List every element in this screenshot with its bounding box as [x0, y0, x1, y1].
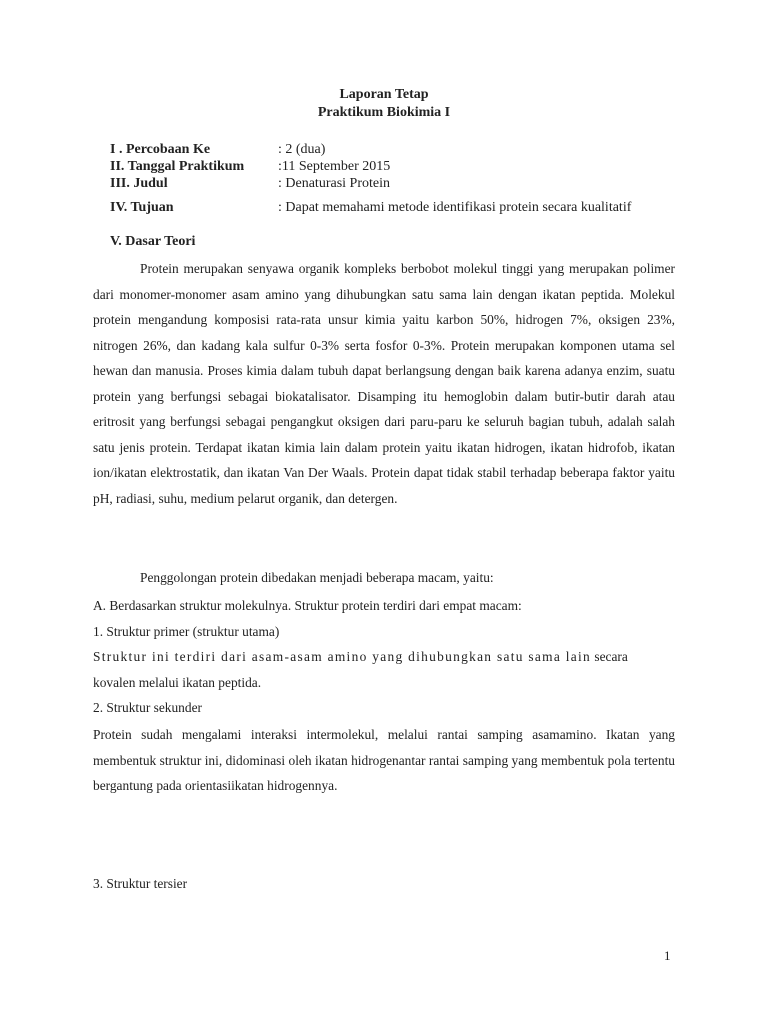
info-label-percobaan: I . Percobaan Ke: [110, 142, 211, 157]
report-subtitle: Praktikum Biokimia I: [317, 105, 451, 120]
paragraph-penggolongan: Penggolongan protein dibedakan menjadi beberapa macam, yaitu:: [140, 570, 494, 585]
paragraph-dasar-teori: Protein merupakan senyawa organik kompleks berbobot molekul tinggi yang merupakan polimer dari monomer-monomer asam amino yang dihubungkan satu sama lain dengan ikatan peptida. Molekul protein mengandung komposisi rata-rata unsur kimia yaitu karbon 50%, hidrogen 7%, oksigen 23%, nitrogen 26%, dan kadang kala sulfur 0-3% serta fosfor 0-3%. Protein merupakan komponen utama sel hewan dan manusia. Proses kimia dalam tubuh dapat berlangsung dengan baik karena adanya enzim, suatu protein yang berfungsi sebagai biokatalisator. Disamping itu hemoglobin dalam butir-butir darah atau eritrosit yang berfungsi sebagai pengangkut oksigen dari paru-paru ke seluruh bagian tubuh, adalah salah satu jenis protein. Terdapat ikatan kimia lain dalam protein yaitu ikatan hidrogen, ikatan hidrofob, ikatan ion/ikatan elektrostatik, dan ikatan Van Der Waals. Protein dapat tidak stabil terhadap beberapa faktor yaitu pH, radiasi, suhu, medium pelarut organik, dan detergen.: [93, 261, 675, 506]
item-1-text-line2: kovalen melalui ikatan peptida.: [93, 675, 262, 690]
info-label-judul: III. Judul: [110, 176, 168, 191]
info-label-tanggal: II. Tanggal Praktikum: [110, 159, 245, 174]
list-item-1: 1. Struktur primer (struktur utama): [93, 624, 280, 639]
list-item-a: A. Berdasarkan struktur molekulnya. Struktur protein terdiri dari empat macam:: [93, 598, 522, 613]
item-1-text-spaced: Struktur ini terdiri dari asam-asam amino yang dihubungkan satu sama lain: [93, 649, 592, 664]
info-value-tujuan: : Dapat memahami metode identifikasi protein secara kualitatif: [278, 200, 632, 215]
info-value-judul: : Denaturasi Protein: [278, 176, 390, 191]
list-item-3: 3. Struktur tersier: [93, 876, 188, 891]
info-label-tujuan: IV. Tujuan: [110, 200, 174, 215]
list-item-2: 2. Struktur sekunder: [93, 700, 202, 715]
info-value-tanggal: :11 September 2015: [278, 159, 391, 174]
item-1-text-line1: [93, 649, 628, 665]
item-1-text-tail: secara: [594, 649, 628, 664]
section-heading-dasar-teori: V. Dasar Teori: [110, 234, 196, 249]
info-value-percobaan: : 2 (dua): [278, 142, 326, 157]
page-number: 1: [664, 948, 671, 963]
report-title: Laporan Tetap: [339, 87, 429, 102]
item-2-text: Protein sudah mengalami interaksi intermolekul, melalui rantai samping asamamino. Ikatan yang membentuk struktur ini, didominasi oleh ikatan hidrogenantar rantai samping yang membentuk pola tertentu bergantung pada orientasiikatan hidrogennya.: [93, 727, 675, 793]
